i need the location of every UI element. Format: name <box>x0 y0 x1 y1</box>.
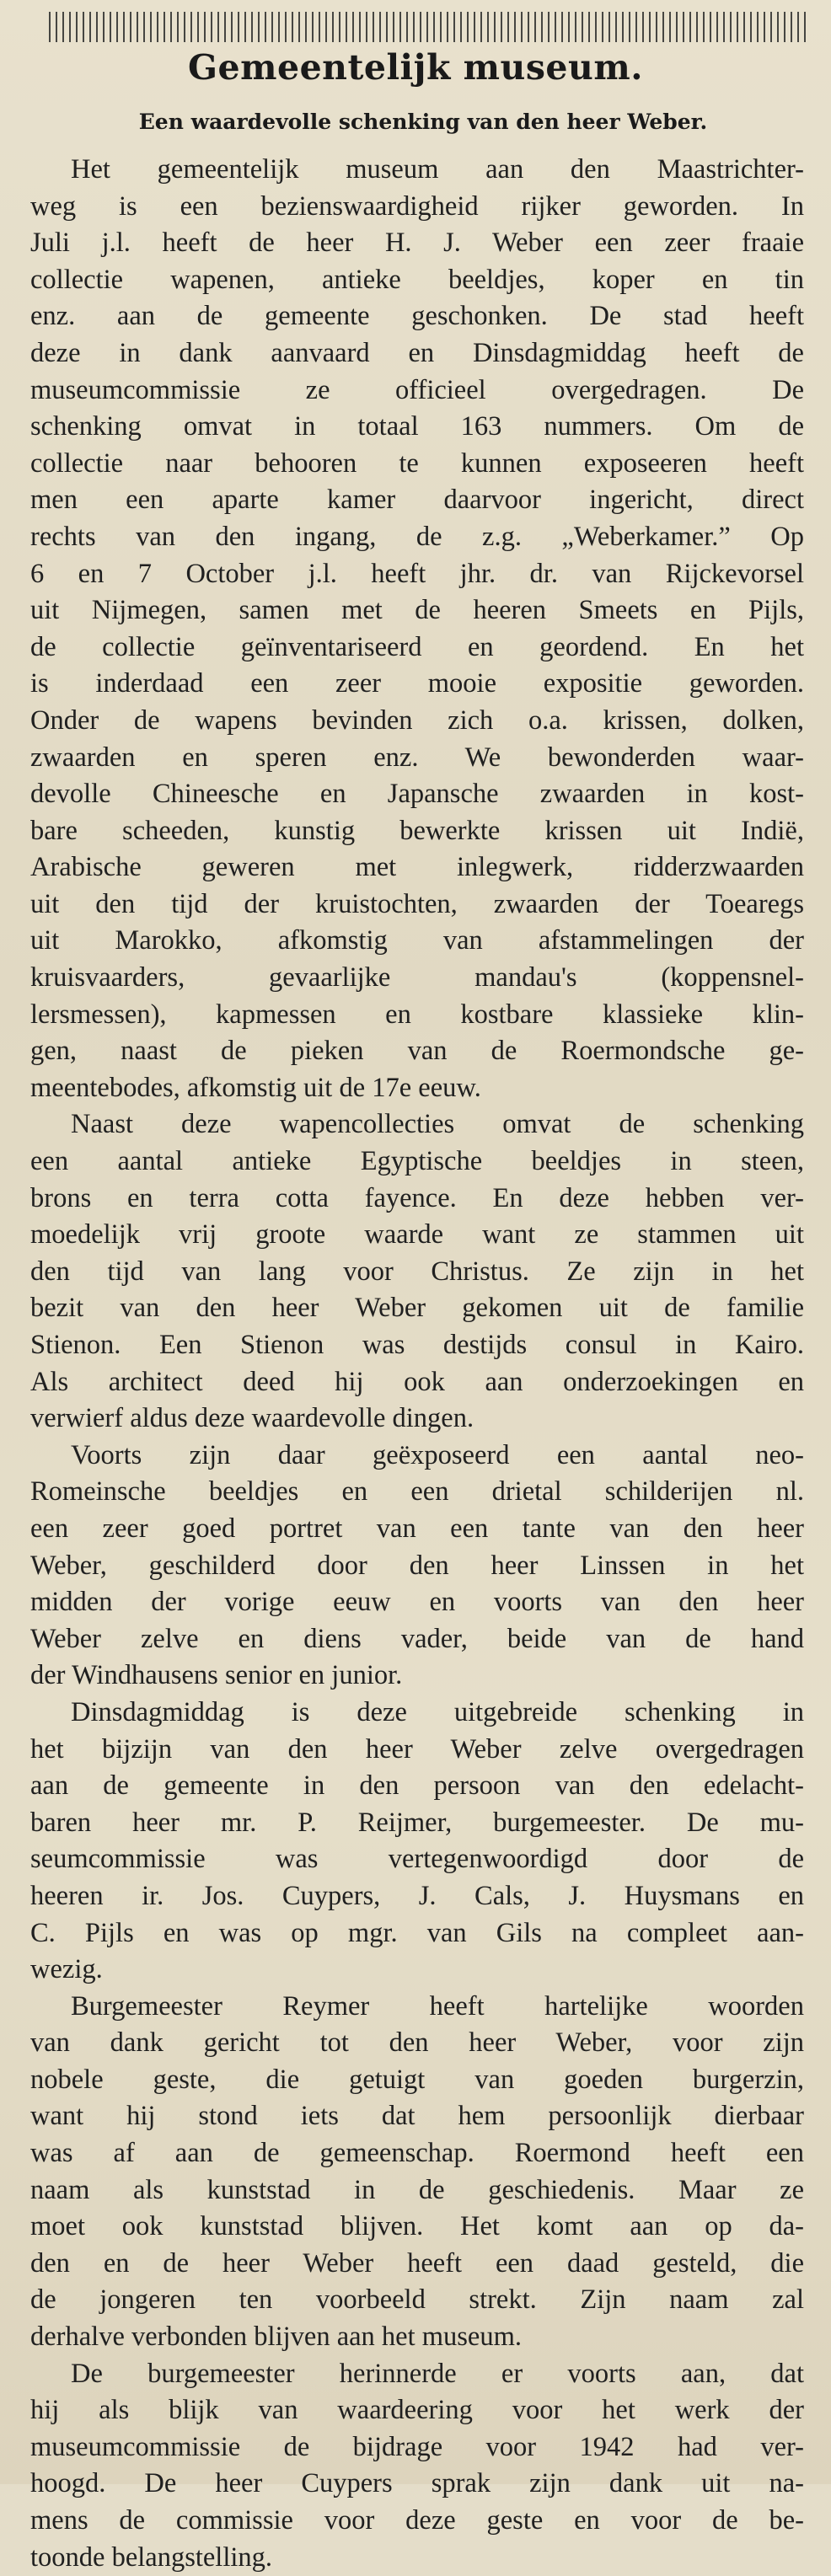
article-line: Dinsdagmiddag is deze uitgebreide schenking in <box>71 1696 804 1727</box>
article-line: moedelijk vrij groote waarde want ze stammen uit <box>30 1219 804 1251</box>
article-line: men een aparte kamer daarvoor ingericht, direct <box>30 485 804 516</box>
article-line: een zeer goed portret van een tante van den heer <box>30 1513 804 1544</box>
article-line: Burgemeester Reymer heeft hartelijke woorden <box>71 1990 804 2022</box>
article-line: museumcommissie de bijdrage voor 1942 had ver- <box>30 2431 804 2462</box>
article-line: meentebodes, afkomstig uit de 17e eeuw. <box>30 1072 481 1103</box>
article-line: enz. aan de gemeente geschonken. De stad heeft <box>30 301 804 332</box>
article-line: een aantal antieke Egyptische beeldjes in steen, <box>30 1146 804 1177</box>
article-line: rechts van den ingang, de z.g. „Weberkamer.” Op <box>30 521 804 552</box>
article-line: mens de commissie voor deze geste en voor de be- <box>30 2505 804 2536</box>
article-body <box>30 152 804 2576</box>
article-line: het bijzijn van den heer Weber zelve overgedragen <box>30 1733 804 1765</box>
article-line: deze in dank aanvaard en Dinsdagmiddag heeft de <box>30 337 804 368</box>
article-line: devolle Chineesche en Japansche zwaarden in kost- <box>30 779 804 810</box>
article-line: Arabische geweren met inlegwerk, ridderzwaarden <box>30 852 804 883</box>
article-line: hoogd. De heer Cuypers sprak zijn dank uit na- <box>30 2468 804 2499</box>
article-line: schenking omvat in totaal 163 nummers. Om de <box>30 411 804 442</box>
article-line: bare scheeden, kunstig bewerkte krissen uit Indië, <box>30 815 804 846</box>
article-line: seumcommissie was vertegenwoordigd door de <box>30 1844 804 1875</box>
article-line: zwaarden en speren enz. We bewonderden waar- <box>30 742 804 773</box>
article-line: lersmessen), kapmessen en kostbare klassieke klin- <box>30 999 804 1030</box>
article-line: kruisvaarders, gevaarlijke mandau's (koppensnel- <box>30 962 804 993</box>
article-line: uit Nijmegen, samen met de heeren Smeets en Pijls, <box>30 595 804 626</box>
article-line: uit Marokko, afkomstig van afstammelingen der <box>30 925 804 956</box>
article-line: weg is een bezienswaardigheid rijker geworden. In <box>30 190 804 222</box>
article-line: aan de gemeente in den persoon van den edelacht- <box>30 1770 804 1802</box>
article-line: Juli j.l. heeft de heer H. J. Weber een zeer fraaie <box>30 228 804 259</box>
article-line: collectie naar behooren te kunnen exposeeren heeft <box>30 447 804 479</box>
article-line: Weber zelve en diens vader, beide van de hand <box>30 1623 804 1654</box>
article-line: collectie wapenen, antieke beeldjes, koper en tin <box>30 264 804 295</box>
article-line: hij als blijk van waardeering voor het werk der <box>30 2395 804 2426</box>
article-line: den en de heer Weber heeft een daad gesteld, die <box>30 2247 804 2279</box>
article-line: uit den tijd der kruistochten, zwaarden der Toearegs <box>30 888 804 919</box>
article-line: want hij stond iets dat hem persoonlijk dierbaar <box>30 2101 804 2132</box>
article-line: wezig. <box>30 1954 103 1985</box>
article-line: baren heer mr. P. Reijmer, burgemeester. De mu- <box>30 1807 804 1838</box>
article-line: moet ook kunststad blijven. Het komt aan op da- <box>30 2211 804 2242</box>
article-line: 6 en 7 October j.l. heeft jhr. dr. van Rijckevorsel <box>30 558 804 589</box>
article-line: toonde belangstelling. <box>30 2541 273 2573</box>
article-line: verwierf aldus deze waardevolle dingen. <box>30 1403 474 1434</box>
article-line: de jongeren ten voorbeeld strekt. Zijn naam zal <box>30 2284 804 2316</box>
article-line: is inderdaad een zeer mooie expositie geworden. <box>30 668 804 699</box>
article-line: C. Pijls en was op mgr. van Gils na compleet aan- <box>30 1917 804 1948</box>
article-line: gen, naast de pieken van de Roermondsche ge- <box>30 1036 804 1067</box>
article-line: Voorts zijn daar geëxposeerd een aantal neo- <box>71 1439 804 1470</box>
article-line: Naast deze wapencollecties omvat de schenking <box>71 1109 804 1140</box>
article-line: was af aan de gemeenschap. Roermond heeft een <box>30 2138 804 2169</box>
article-line: bezit van den heer Weber gekomen uit de familie <box>30 1293 804 1324</box>
article-line: Het gemeentelijk museum aan den Maastrichter- <box>71 154 804 185</box>
article-line: nobele geste, die getuigt van goeden burgerzin, <box>30 2064 804 2095</box>
article-line: Romeinsche beeldjes en een drietal schilderijen nl. <box>30 1476 804 1508</box>
article-line: museumcommissie ze officieel overgedragen. De <box>30 374 804 405</box>
article-line: van dank gericht tot den heer Weber, voor zijn <box>30 2027 804 2059</box>
article-line: heeren ir. Jos. Cuypers, J. Cals, J. Huysmans en <box>30 1880 804 1911</box>
article-line: derhalve verbonden blijven aan het museum. <box>30 2322 523 2353</box>
article-line: Onder de wapens bevinden zich o.a. krissen, dolken, <box>30 704 804 736</box>
article-subheadline: Een waardevolle schenking van den heer Weber. <box>138 110 708 134</box>
article-line: de collectie geïnventariseerd en geordend. En het <box>30 631 804 662</box>
article-line: De burgemeester herinnerde er voorts aan, dat <box>71 2358 804 2389</box>
article-line: den tijd van lang voor Christus. Ze zijn in het <box>30 1256 804 1287</box>
article-line: brons en terra cotta fayence. En deze hebben ver- <box>30 1182 804 1213</box>
article-line: Stienon. Een Stienon was destijds consul in Kairo. <box>30 1330 804 1360</box>
article-line: Als architect deed hij ook aan onderzoekingen en <box>30 1366 804 1397</box>
column-rule <box>49 12 806 42</box>
article-line: Weber, geschilderd door den heer Linssen in het <box>30 1550 804 1581</box>
article-headline: Gemeentelijk museum. <box>188 47 643 88</box>
article-line: der Windhausens senior en junior. <box>30 1660 403 1691</box>
article-line: naam als kunststad in de geschiedenis. Maar ze <box>30 2174 804 2205</box>
article-line: midden der vorige eeuw en voorts van den heer <box>30 1587 804 1618</box>
